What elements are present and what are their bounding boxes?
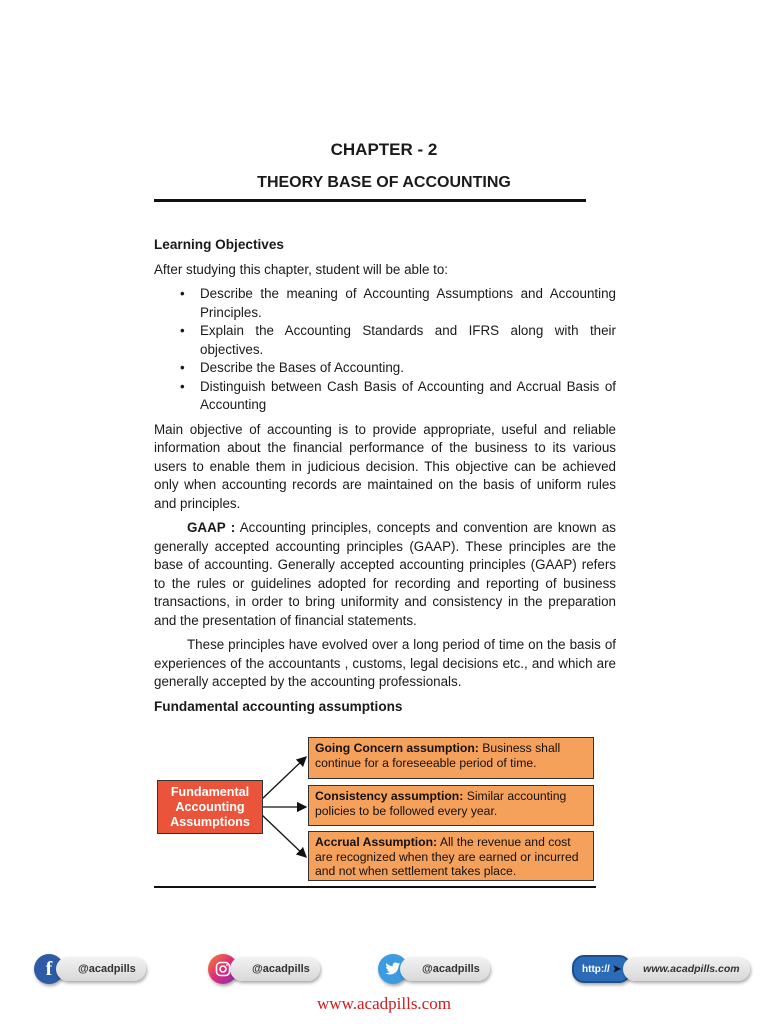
web-prefix: http:// [582, 963, 610, 975]
list-item: • Explain the Accounting Standards and IFRS along with their objectives. [180, 322, 616, 359]
fundamental-assumptions-heading: Fundamental accounting assumptions [154, 698, 403, 714]
twitter-handle: @acadpills [422, 963, 480, 975]
gaap-label: GAAP : [187, 520, 236, 535]
objectives-list [154, 285, 616, 415]
going-concern-box [308, 737, 594, 779]
paragraph-principles: These principles have evolved over a long period of time on the basis of experiences of the accountants , customs, legal decisions etc., and which are generally accepted by the accounting professionals. [154, 637, 616, 689]
chapter-title: THEORY BASE OF ACCOUNTING [257, 174, 511, 191]
fundamental-assumptions-box: Fundamental Accounting Assumptions [157, 780, 263, 834]
box-title: Going Concern assumption: [315, 741, 479, 755]
cursor-icon: ➤ [612, 963, 622, 975]
facebook-handle: @acadpills [78, 963, 136, 975]
box-title: Consistency assumption: [315, 789, 464, 803]
facebook-link[interactable] [34, 954, 146, 984]
learning-objectives-heading: Learning Objectives [154, 237, 284, 252]
accrual-box [308, 831, 594, 881]
box-text: Business shall continue for a foreseeable period of time. [315, 741, 561, 770]
consistency-box [308, 785, 594, 826]
box-text: All the revenue and cost are recognized when they are earned or incurred and not when settlement takes place. [315, 835, 579, 878]
instagram-handle: @acadpills [252, 963, 310, 975]
chapter-number: CHAPTER - 2 [330, 140, 438, 159]
facebook-icon: f [34, 954, 64, 984]
paragraph-gaap [154, 519, 616, 630]
instagram-link[interactable] [208, 954, 320, 984]
twitter-link[interactable] [378, 954, 490, 984]
list-item: • Describe the meaning of Accounting Assumptions and Accounting Principles. [180, 285, 616, 322]
paragraph-main-objective: Main objective of accounting is to provide appropriate, useful and reliable information about the financial performance of the business to its various users to enable them in judicious decision. This objective can be achieved only when accounting records are maintained on the basis of uniform rules and principles. [154, 421, 616, 511]
main-content [154, 236, 616, 722]
arrow-going-concern [262, 757, 306, 799]
web-handle: www.acadpills.com [643, 963, 740, 975]
box-title: Accrual Assumption: [315, 835, 438, 849]
bottom-divider [154, 886, 596, 888]
list-item: • Distinguish between Cash Basis of Accounting and Accrual Basis of Accounting [180, 378, 616, 415]
learning-intro: After studying this chapter, student will be able to: [154, 261, 449, 277]
list-item: • Describe the Bases of Accounting. [180, 359, 616, 378]
website-link[interactable] [572, 954, 750, 984]
gaap-text: Accounting principles, concepts and convention are known as generally accepted accounting principles (GAAP). These principles are the base of accounting. Generally accepted accounting principles (GAAP) refers to the rules or guidelines adopted for recording and reporting of business transactions, in order to bring uniformity and consistency in the preparation and the presentation of financial statements. [154, 520, 616, 628]
title-divider [154, 199, 586, 202]
footer-url[interactable]: www.acadpills.com [317, 994, 451, 1013]
box-text: Similar accounting policies to be followed every year. [315, 789, 567, 818]
arrow-accrual [262, 815, 306, 857]
assumptions-diagram [154, 735, 596, 883]
